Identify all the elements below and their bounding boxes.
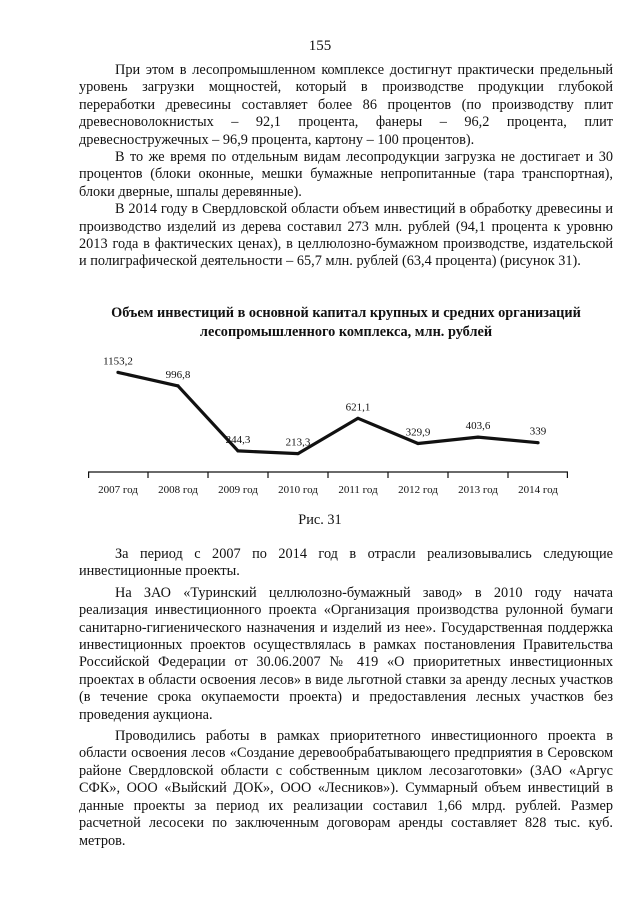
data-label: 329,9 [405,426,431,439]
x-tick-label: 2009 год [218,484,258,496]
data-label: 403,6 [465,420,491,433]
paragraph: При этом в лесопромышленном комплексе достигнут практически предельный уровень загрузки мощностей, который в производстве продукции глубокой переработки древесины составляет более 86 процентов (по производству плит древесноволокнистых – 92,1 процента, фанеры – 96,2 процента, плит древесностружечных – 96,9 процента, картону – 100 процентов). [79,62,613,148]
x-tick-label: 2007 год [98,484,138,496]
paragraph: За период с 2007 по 2014 год в отрасли реализовывались следующие инвестиционные проекты. [79,546,613,580]
x-tick-label: 2014 год [518,484,558,496]
x-tick-label: 2010 год [278,484,318,496]
paragraph: В то же время по отдельным видам лесопродукции загрузка не достигает и 30 процентов (блоки оконные, мешки бумажные непропитанные (тара транспортная), блоки дверные, шпалы деревянные). [79,149,613,200]
data-label: 339 [529,425,547,438]
chart-title: Объем инвестиций в основной капитал крупных и средних организаций лесопромышленного комплекса, млн. рублей [111,305,581,340]
x-tick-label: 2012 год [398,484,438,496]
data-label: 244,3 [225,433,251,446]
paragraph: Проводились работы в рамках приоритетного инвестиционного проекта в области освоения лесов «Создание деревообрабатывающего предприятия в Серовском районе Свердловской области с собственным циклом лесозаготовки» (ЗАО «Аргус СФК», ООО «Выйский ДОК», ООО «Лесников»). Суммарный объем инвестиций в данные проекты за период их реализации составил 1,66 млрд. рублей. Размер расчетной лесосеки по заключенным договорам аренды составляет 828 тыс. куб. метров. [79,728,613,849]
paragraph: В 2014 году в Свердловской области объем инвестиций в обработку древесины и производство изделий из дерева составил 273 млн. рублей (94,1 процента к уровню 2013 года в фактических ценах), в целлюлозно-бумажном производстве, издательской и полиграфической деятельности – 65,7 млн. рублей (63,4 процента) (рисунок 31). [79,201,613,270]
text-block-top [79,62,613,271]
series-line [118,372,538,453]
data-label: 1153,2 [103,355,133,368]
x-tick-label: 2013 год [458,484,498,496]
data-point [296,452,299,455]
figure-caption: Рис. 31 [298,512,342,528]
data-point [176,384,179,387]
investment-line-chart [88,350,568,500]
x-tick-label: 2008 год [158,484,198,496]
x-tick-label: 2011 год [338,484,378,496]
data-point [536,441,539,444]
paragraph: На ЗАО «Туринский целлюлозно-бумажный завод» в 2010 году начата реализация инвестиционного проекта «Организация производства рулонной бумаги санитарно-гигиенического назначения и изделий из нее». Государственная поддержка инвестиционных проектов осуществлялась в рамках постановления Правительства Российской Федерации от 30.06.2007 № 419 «О приоритетных инвестиционных проектах в области освоения лесов» в виде льготной ставки за аренду лесных участков (в течение срока окупаемости проекта) и предоставления лесных участков без проведения аукциона. [79,584,613,723]
data-point [416,442,419,445]
data-label: 621,1 [345,401,371,414]
data-point [116,371,119,374]
data-point [356,417,359,420]
page-number: 155 [308,38,332,54]
data-point [476,436,479,439]
data-point [236,449,239,452]
text-block-bottom [79,546,613,850]
data-label: 996,8 [165,368,191,381]
data-label: 213,3 [285,436,311,449]
